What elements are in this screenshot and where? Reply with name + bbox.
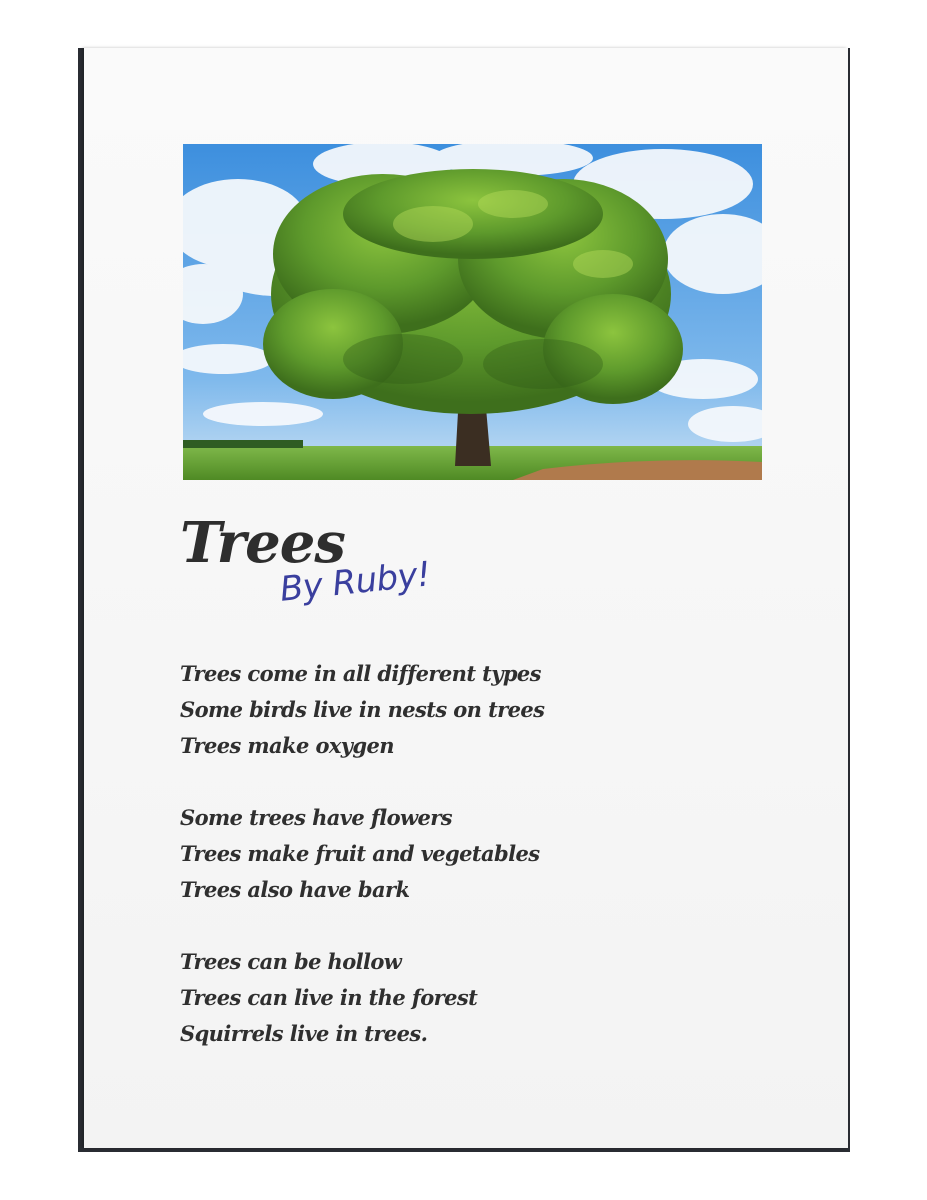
poem-line: Some birds live in nests on trees [180,697,545,722]
poem-line: Trees make oxygen [180,733,394,758]
poem-line: Trees come in all different types [180,661,541,686]
stanza [180,800,740,908]
poem-line: Squirrels live in trees. [180,1021,428,1046]
stanza [180,944,740,1052]
poem-line: Trees also have bark [180,877,410,902]
stanza [180,656,740,764]
poem-line: Trees can live in the forest [180,985,478,1010]
poem-line: Trees can be hollow [180,949,402,974]
tree-photo [183,144,762,480]
poem-line: Some trees have flowers [180,805,452,830]
poem-body [180,656,740,1088]
poem-title: Trees [180,510,345,576]
poem-line: Trees make fruit and vegetables [180,841,540,866]
handwritten-byline: By Ruby! [278,554,433,610]
